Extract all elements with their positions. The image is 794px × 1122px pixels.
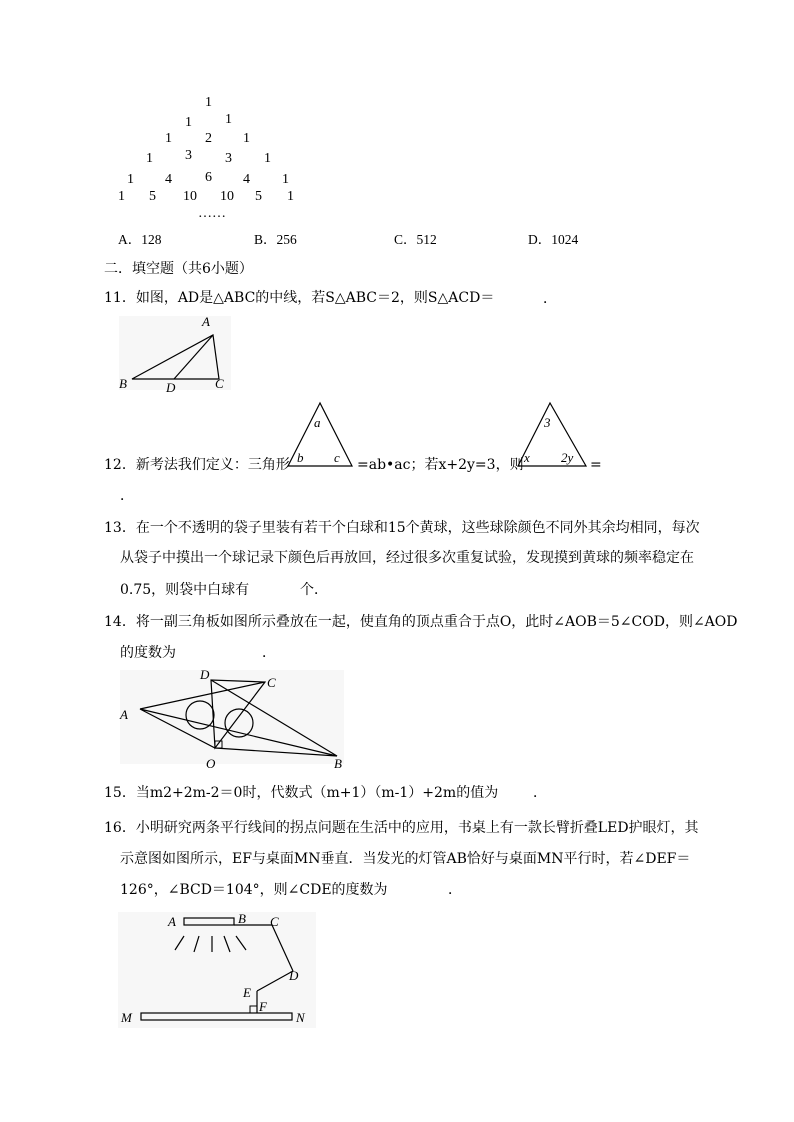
question-13-line3a: 0.75，则袋中白球有 [120,582,250,598]
q12-triangle-abc [284,400,356,470]
label-m: M [121,1010,132,1025]
pascal-number: 1 [146,151,153,166]
option-c [394,228,437,248]
pascal-number: 4 [165,172,172,187]
question-15-text: 15．当m2+2m-2＝0时，代数式（m+1）（m-1）+2m的值为 [104,785,499,801]
pascal-number: 1 [243,131,250,146]
option-letter: A． [118,232,142,247]
label-d: D [166,380,176,395]
pascal-number: 1 [165,131,172,146]
pascal-number: 10 [220,189,234,204]
section-heading: 二．填空题（共6小题） [104,261,253,277]
label-n: N [296,1010,305,1025]
question-13-line3b: 个． [300,582,328,598]
label-f: F [259,999,267,1014]
pascal-number: 4 [243,172,250,187]
pascal-number: 3 [225,151,232,166]
pascal-number: 10 [183,189,197,204]
label-b: B [238,911,246,926]
pascal-number: 6 [205,170,212,185]
label-o: O [206,756,216,771]
option-letter: B． [254,232,277,247]
pascal-number: 1 [287,189,294,204]
option-value: 256 [276,232,297,247]
question-12-prefix: 12．新考法我们定义：三角形 [104,457,290,473]
question-16-line2: 示意图如图所示，EF与桌面MN垂直．当发光的灯管AB恰好与桌面MN平行时，若∠DEF＝ [120,851,691,867]
option-d [528,228,578,248]
question-11-text: 11．如图，AD是△ABC的中线，若S△ABC＝2，则S△ACD＝ [104,290,495,306]
question-12-middle: =ab•ac；若x+2y=3，则 [357,457,524,473]
label-c: C [270,914,279,929]
q11-triangle-figure [115,312,235,398]
pascal-number: 1 [185,115,192,130]
q14-set-squares-figure [112,662,352,774]
pascal-number: 1 [225,112,232,127]
pascal-number: 5 [255,189,262,204]
tri-right-label: c [334,450,340,465]
label-e: E [243,985,251,1000]
label-c: C [215,376,224,391]
question-13-line2: 从袋子中摸出一个球记录下颜色后再放回，经过很多次重复试验，发现摸到黄球的频率稳定在 [120,550,694,566]
option-letter: C． [394,232,417,247]
pascal-number: 1 [127,172,134,187]
question-13-line1: 13．在一个不透明的袋子里装有若干个白球和15个黄球，这些球除颜色不同外其余均相同，每次 [104,520,700,536]
tri-left-label: x [524,450,530,465]
label-a: A [120,707,128,722]
pascal-number: 1 [282,172,289,187]
pascal-ellipsis: …… [198,206,226,221]
tri-right-label: 2y [561,450,574,465]
pascal-number: 1 [205,95,212,110]
option-value: 512 [416,232,437,247]
pascal-number: 5 [149,189,156,204]
option-b [254,228,297,248]
label-b: B [119,376,127,391]
pascal-number: 1 [118,189,125,204]
label-c: C [267,675,276,690]
question-14-line1: 14．将一副三角板如图所示叠放在一起，使直角的顶点重合于点O，此时∠AOB＝5∠COD，则∠AOD [104,614,738,630]
pascal-number: 1 [264,151,271,166]
tri-top-label: a [314,415,321,430]
option-a [118,228,162,248]
question-11-end: ． [543,291,557,307]
question-14-line2a: 的度数为 [120,645,176,661]
q12-triangle-xy [514,400,590,470]
option-value: 128 [141,232,162,247]
option-value: 1024 [551,232,579,247]
question-16-line3a: 126°，∠BCD＝104°，则∠CDE的度数为 [120,882,388,898]
question-16-line3b: ． [448,882,462,898]
question-15-end: ． [533,785,547,801]
pascal-number: 3 [185,148,192,163]
label-a: A [202,314,210,329]
label-d: D [200,667,210,682]
tri-top-label: 3 [544,415,551,430]
label-d: D [289,968,299,983]
label-a: A [168,914,176,929]
question-14-line2b: ． [262,645,276,661]
label-b: B [334,756,342,771]
question-12-end: = [590,457,602,473]
tri-left-label: b [297,450,304,465]
question-12-dot: ． [120,488,134,504]
pascal-number: 2 [205,131,212,146]
option-letter: D． [528,232,552,247]
q16-lamp-figure [112,906,322,1034]
question-16-line1: 16．小明研究两条平行线间的拐点问题在生活中的应用，书桌上有一款长臂折叠LED护眼灯，其 [104,820,699,836]
